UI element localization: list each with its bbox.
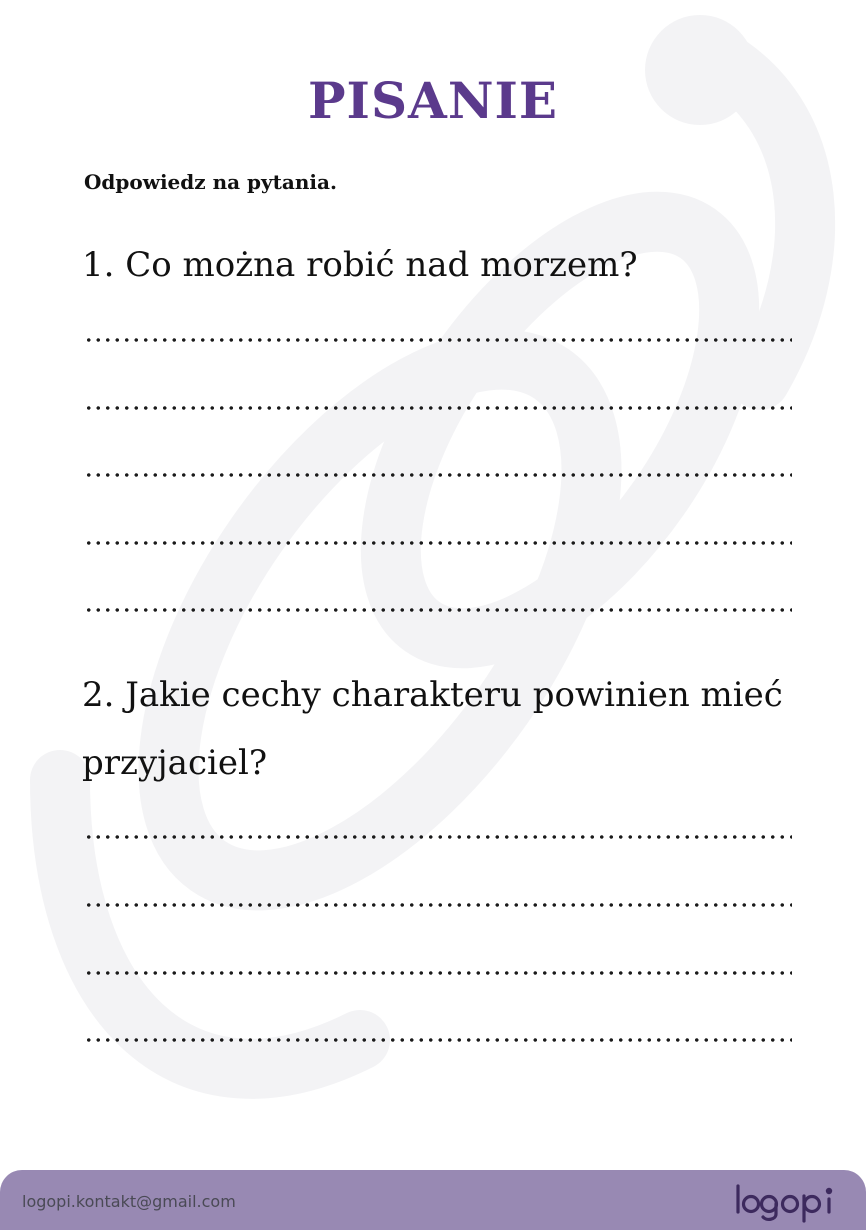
answer-line[interactable]: [84, 608, 792, 612]
page-title: PISANIE: [307, 71, 559, 130]
answer-line[interactable]: [84, 835, 792, 839]
question-1-text: 1. Co można robić nad morzem?: [82, 245, 638, 285]
question-2-text-continued: przyjaciel?: [82, 743, 268, 783]
instruction-text: Odpowiedz na pytania.: [84, 170, 337, 194]
answer-line[interactable]: [84, 1038, 792, 1042]
logopi-logo: [732, 1178, 842, 1224]
question-2-text: 2. Jakie cechy charakteru powinien mieć: [82, 675, 783, 715]
answer-line[interactable]: [84, 903, 792, 907]
footer-email[interactable]: logopi.kontakt@gmail.com: [22, 1192, 236, 1211]
answer-line[interactable]: [84, 338, 792, 342]
answer-line[interactable]: [84, 541, 792, 545]
footer-bar: [0, 1170, 866, 1230]
answer-line[interactable]: [84, 473, 792, 477]
answer-line[interactable]: [84, 406, 792, 410]
answer-line[interactable]: [84, 971, 792, 975]
